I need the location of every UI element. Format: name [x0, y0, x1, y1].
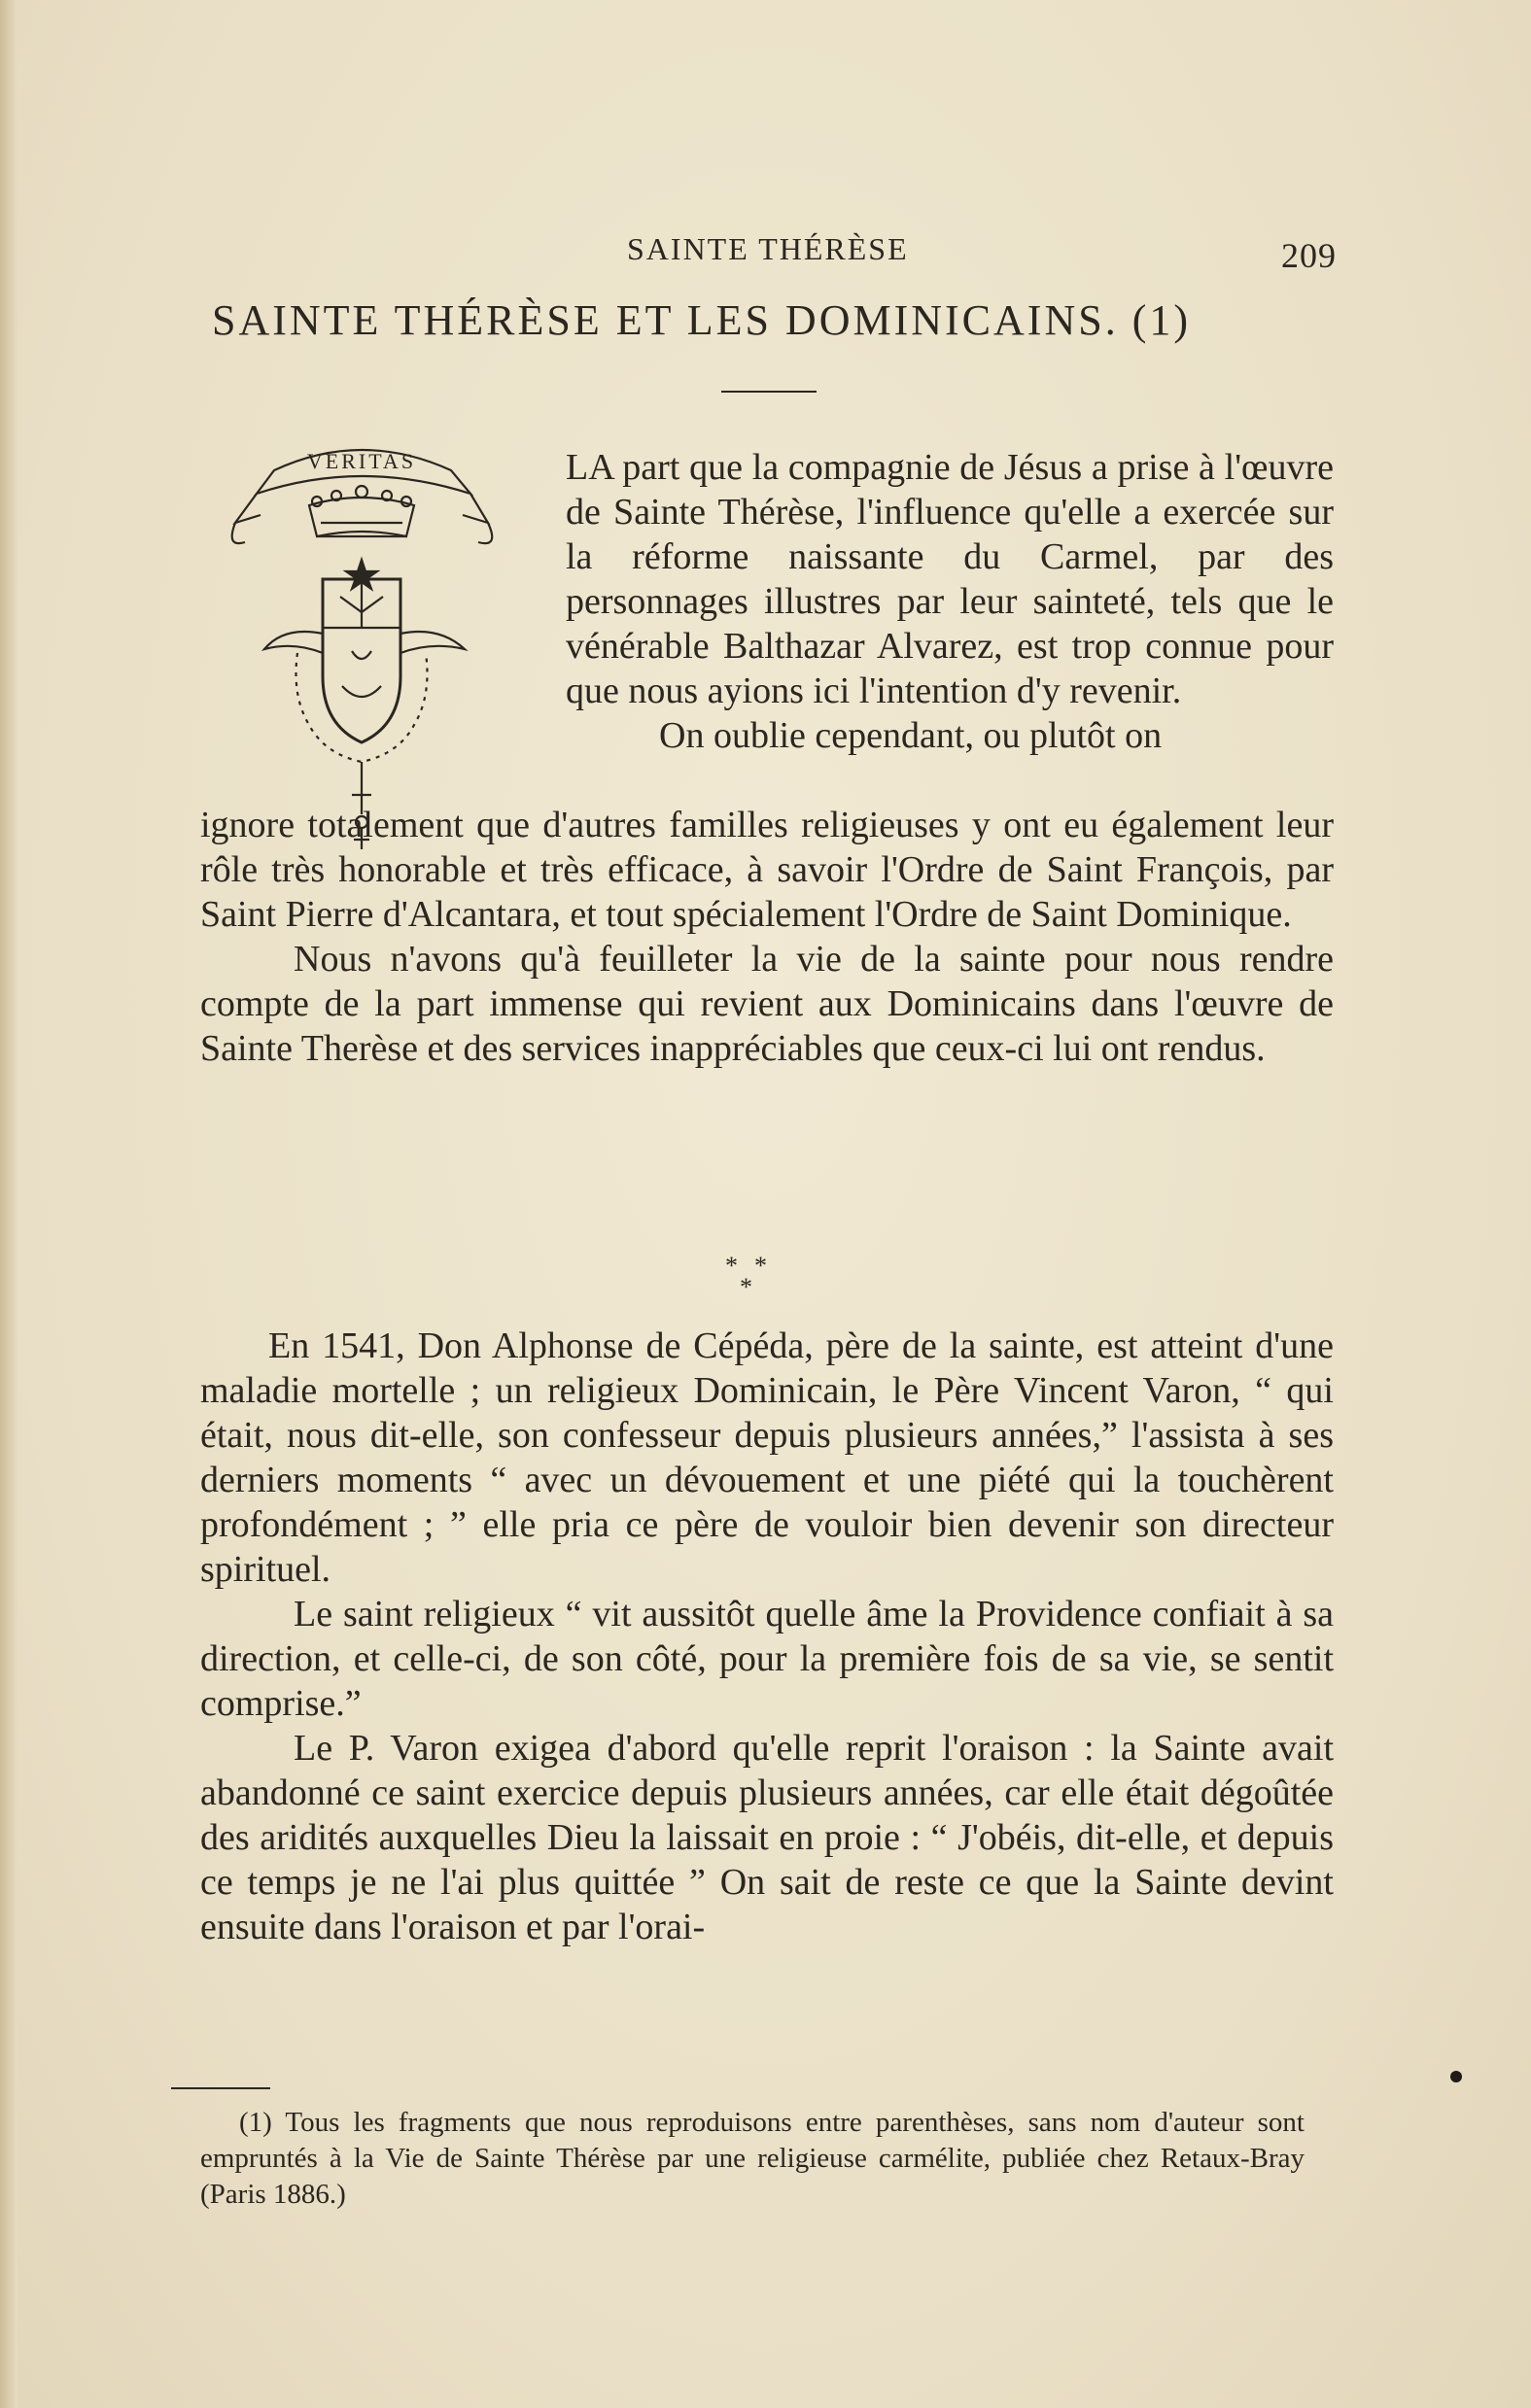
asterisk: *	[725, 1252, 738, 1280]
paragraph-opening: LA part que la compagnie de Jésus a prise à l'œuvre de Sainte Thérèse, l'influence qu'elle a exercée sur la réforme naissante du Carmel, par des personnages illustres par leur sainteté, tels que le vénérable Balthazar Alvarez, est trop connue pour que nous ayions ici l'intention d'y revenir.	[566, 447, 1334, 711]
paragraph: En 1541, Don Alphonse de Cépéda, père de la sainte, est atteint d'une maladie mortelle ; un religieux Dominicain, le Père Vincent Varon, “ qui était, nous dit-elle, son confesseur depuis plusieurs années,” l'assista à ses derniers moments “ avec un dévouement et une piété qui la touchèrent profondément ; ” elle pria ce père de vouloir bien devenir son directeur spirituel.	[200, 1325, 1334, 1590]
paragraph: Le saint religieux “ vit aussitôt quelle âme la Providence confiait à sa direction, et celle-ci, de son côté, pour la première fois de sa vie, se sentit comprise.”	[200, 1594, 1334, 1724]
chapter-title: SAINTE THÉRÈSE ET LES DOMINICAINS. (1)	[212, 296, 1191, 344]
paragraph: Le P. Varon exigea d'abord qu'elle reprit l'oraison : la Sainte avait abandonné ce saint exercice depuis plusieurs années, car elle était dégoûtée des aridités auxquelles Dieu la laissait en proie : “ J'obéis, dit-elle, et depuis ce temps je ne l'ai plus quittée ” On sait de reste ce que la Sainte devint ensuite dans l'oraison et par l'orai-	[200, 1728, 1334, 1947]
dominican-coat-of-arms-icon	[216, 433, 507, 853]
title-rule	[721, 391, 817, 393]
paragraph-continues: On oublie cependant, ou plutôt on	[659, 715, 1163, 756]
page-edge-shadow	[0, 0, 17, 2408]
asterisk: *	[754, 1252, 767, 1280]
running-head: SAINTE THÉRÈSE	[627, 231, 909, 266]
main-text	[200, 803, 1334, 1071]
asterisk: *	[740, 1273, 752, 1301]
ink-spot	[1450, 2071, 1462, 2082]
crest-motto: VERITAS	[306, 449, 417, 473]
opening-column	[566, 445, 1334, 758]
footnote-text: (1) Tous les fragments que nous reproduisons entre parenthèses, sans nom d'auteur sont empruntés à la Vie de Sainte Thérèse par une religieuse carmélite, publiée chez Retaux-Bray (Paris 1886.)	[200, 2107, 1305, 2210]
section-asterism	[721, 1254, 780, 1306]
footnote	[200, 2105, 1305, 2213]
paragraph-continuation: ignore totalement que d'autres familles religieuses y ont eu également leur rôle très honorable et très efficace, à savoir l'Ordre de Saint François, par Saint Pierre d'Alcantara, et tout spécialement l'Ordre de Saint Dominique.	[200, 805, 1334, 935]
footnote-rule	[171, 2087, 270, 2089]
second-section	[200, 1324, 1334, 1949]
paragraph: Nous n'avons qu'à feuilleter la vie de la sainte pour nous rendre compte de la part immense qui revient aux Dominicains dans l'œuvre de Sainte Therèse et des services inappréciables que ceux-ci lui ont rendus.	[200, 939, 1334, 1069]
page-number: 209	[1281, 236, 1337, 275]
